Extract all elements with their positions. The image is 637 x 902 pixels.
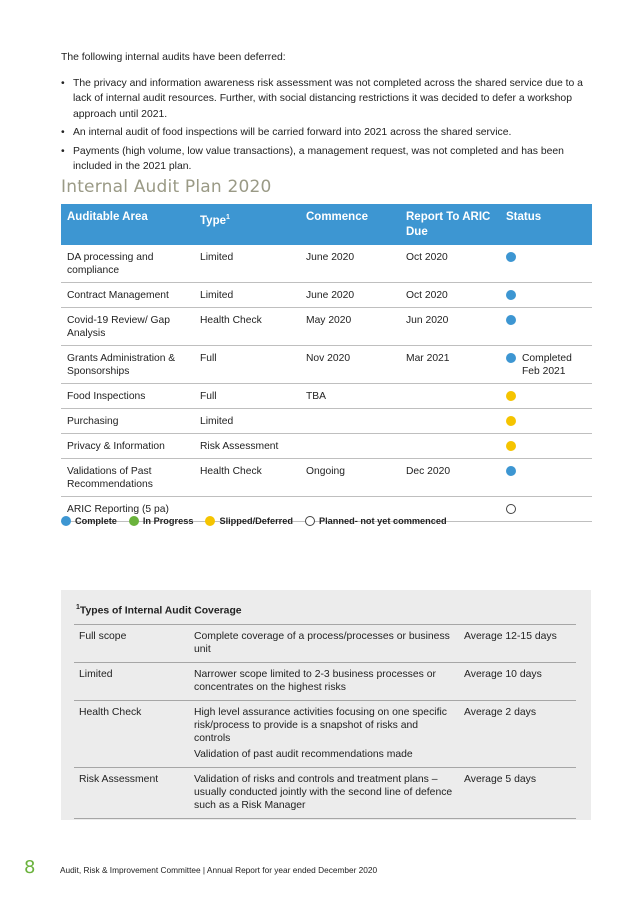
cell-status bbox=[500, 346, 592, 384]
coverage-footnote-mark: 1 bbox=[76, 604, 80, 611]
coverage-duration: Average 12-15 days bbox=[459, 625, 576, 663]
header-report-due: Report To ARIC Due bbox=[400, 204, 500, 245]
intro-lead: The following internal audits have been deferred: bbox=[61, 52, 286, 63]
description-text: Complete coverage of a process/processes or business unit bbox=[194, 631, 450, 655]
legend-label: Planned- not yet commenced bbox=[318, 515, 447, 526]
cell-status bbox=[500, 283, 592, 308]
intro-section bbox=[61, 50, 591, 178]
cell-commence: May 2020 bbox=[300, 308, 400, 346]
table-row bbox=[74, 768, 576, 819]
legend-label: Slipped/Deferred bbox=[219, 515, 293, 526]
list-item: • The privacy and information awareness risk assessment was not completed across the shared service due to a lack of internal audit resources. Further, with social distancing restrictions it was decided to defer a workshop approach until 2021. bbox=[61, 76, 591, 123]
coverage-description bbox=[189, 625, 459, 663]
coverage-types-box bbox=[61, 590, 591, 820]
coverage-type: Health Check bbox=[74, 701, 189, 768]
cell-report-due bbox=[400, 434, 500, 459]
coverage-body bbox=[74, 625, 576, 819]
audit-plan-table bbox=[61, 204, 592, 522]
coverage-duration: Average 5 days bbox=[459, 768, 576, 819]
slipped-status-dot-icon bbox=[506, 416, 516, 426]
table-row bbox=[61, 283, 592, 308]
coverage-description bbox=[189, 701, 459, 768]
table-row bbox=[61, 459, 592, 497]
description-extra: Validation of past audit recommendations made bbox=[194, 749, 413, 760]
cell-commence bbox=[300, 434, 400, 459]
cell-report-due bbox=[400, 384, 500, 409]
cell-type: Limited bbox=[194, 245, 300, 283]
coverage-duration: Average 10 days bbox=[459, 663, 576, 701]
cell-report-due: Dec 2020 bbox=[400, 459, 500, 497]
cell-status bbox=[500, 434, 592, 459]
cell-status bbox=[500, 308, 592, 346]
coverage-duration: Average 2 days bbox=[459, 701, 576, 768]
cell-auditable-area: DA processing and compliance bbox=[61, 245, 194, 283]
list-item: • Payments (high volume, low value transactions), a management request, was not completed and has been included in the 2021 plan. bbox=[61, 144, 591, 175]
coverage-type: Limited bbox=[74, 663, 189, 701]
cell-auditable-area: Purchasing bbox=[61, 409, 194, 434]
page-footer bbox=[24, 857, 377, 878]
planned-circle-icon bbox=[305, 516, 315, 526]
cell-auditable-area: ARIC Reporting (5 pa) bbox=[61, 497, 194, 522]
page-number: 8 bbox=[24, 857, 36, 878]
header-type bbox=[194, 204, 300, 245]
coverage-type: Full scope bbox=[74, 625, 189, 663]
description-text: High level assurance activities focusing on one specific risk/process to provide is a snapshot of risks and controls bbox=[194, 707, 447, 744]
header-commence: Commence bbox=[300, 204, 400, 245]
cell-type: Health Check bbox=[194, 308, 300, 346]
slipped-status-dot-icon bbox=[506, 441, 516, 451]
legend-label: In Progress bbox=[142, 515, 194, 526]
cell-report-due: Jun 2020 bbox=[400, 308, 500, 346]
cell-type: Full bbox=[194, 346, 300, 384]
table-row bbox=[61, 245, 592, 283]
cell-commence: June 2020 bbox=[300, 245, 400, 283]
cell-type: Risk Assessment bbox=[194, 434, 300, 459]
slipped-dot-icon bbox=[205, 516, 215, 526]
cell-type: Limited bbox=[194, 409, 300, 434]
legend-planned bbox=[305, 515, 447, 526]
table-row bbox=[61, 346, 592, 384]
cell-auditable-area: Covid-19 Review/ Gap Analysis bbox=[61, 308, 194, 346]
footer-text: Audit, Risk & Improvement Committee | Annual Report for year ended December 2020 bbox=[60, 865, 378, 875]
cell-auditable-area: Grants Administration & Sponsorships bbox=[61, 346, 194, 384]
legend-label: Complete bbox=[75, 515, 117, 526]
cell-type: Full bbox=[194, 384, 300, 409]
description-text: Narrower scope limited to 2-3 business processes or concentrates on the highest risks bbox=[194, 669, 436, 693]
planned-status-dot-icon bbox=[506, 504, 516, 514]
table-row bbox=[61, 409, 592, 434]
table-header-row bbox=[61, 204, 592, 245]
cell-status bbox=[500, 497, 592, 522]
coverage-table bbox=[74, 624, 576, 819]
cell-report-due: Oct 2020 bbox=[400, 245, 500, 283]
header-type-footnote: 1 bbox=[226, 214, 230, 221]
coverage-title-text: Types of Internal Audit Coverage bbox=[79, 605, 242, 617]
cell-report-due: Mar 2021 bbox=[400, 346, 500, 384]
status-legend bbox=[61, 515, 447, 526]
cell-report-due bbox=[400, 409, 500, 434]
complete-status-dot-icon bbox=[506, 466, 516, 476]
coverage-description bbox=[189, 663, 459, 701]
complete-status-dot-icon bbox=[506, 353, 516, 363]
slipped-status-dot-icon bbox=[506, 391, 516, 401]
cell-status bbox=[500, 459, 592, 497]
cell-commence: Ongoing bbox=[300, 459, 400, 497]
deferred-audits-list bbox=[61, 76, 591, 175]
table-row bbox=[61, 434, 592, 459]
cell-commence: TBA bbox=[300, 384, 400, 409]
cell-auditable-area: Privacy & Information bbox=[61, 434, 194, 459]
complete-dot-icon bbox=[61, 516, 71, 526]
cell-auditable-area: Validations of Past Recommendations bbox=[61, 459, 194, 497]
status-note: Completed Feb 2021 bbox=[522, 353, 572, 377]
list-item: • An internal audit of food inspections will be carried forward into 2021 across the shared service. bbox=[61, 125, 591, 141]
table-row bbox=[74, 625, 576, 663]
cell-commence bbox=[300, 409, 400, 434]
table-row bbox=[61, 384, 592, 409]
complete-status-dot-icon bbox=[506, 315, 516, 325]
cell-status bbox=[500, 384, 592, 409]
cell-status bbox=[500, 245, 592, 283]
table-row bbox=[61, 308, 592, 346]
header-auditable-area: Auditable Area bbox=[61, 204, 194, 245]
cell-report-due: Oct 2020 bbox=[400, 283, 500, 308]
complete-status-dot-icon bbox=[506, 252, 516, 262]
legend-complete bbox=[61, 515, 117, 526]
cell-auditable-area: Food Inspections bbox=[61, 384, 194, 409]
coverage-title bbox=[76, 604, 242, 616]
cell-auditable-area: Contract Management bbox=[61, 283, 194, 308]
header-type-label: Type bbox=[200, 214, 226, 227]
cell-type: Health Check bbox=[194, 459, 300, 497]
cell-commence: June 2020 bbox=[300, 283, 400, 308]
coverage-type: Risk Assessment bbox=[74, 768, 189, 819]
complete-status-dot-icon bbox=[506, 290, 516, 300]
legend-in-progress bbox=[129, 515, 194, 526]
header-status: Status bbox=[500, 204, 592, 245]
table-row bbox=[74, 701, 576, 768]
in-progress-dot-icon bbox=[129, 516, 139, 526]
cell-commence: Nov 2020 bbox=[300, 346, 400, 384]
legend-slipped bbox=[205, 515, 293, 526]
description-text: Validation of risks and controls and treatment plans –usually conducted jointly with the second line of defence such as a Risk Manager bbox=[194, 774, 453, 811]
audit-plan-body bbox=[61, 245, 592, 522]
table-row bbox=[74, 663, 576, 701]
coverage-description bbox=[189, 768, 459, 819]
section-title: Internal Audit Plan 2020 bbox=[61, 177, 272, 197]
cell-status bbox=[500, 409, 592, 434]
cell-type: Limited bbox=[194, 283, 300, 308]
